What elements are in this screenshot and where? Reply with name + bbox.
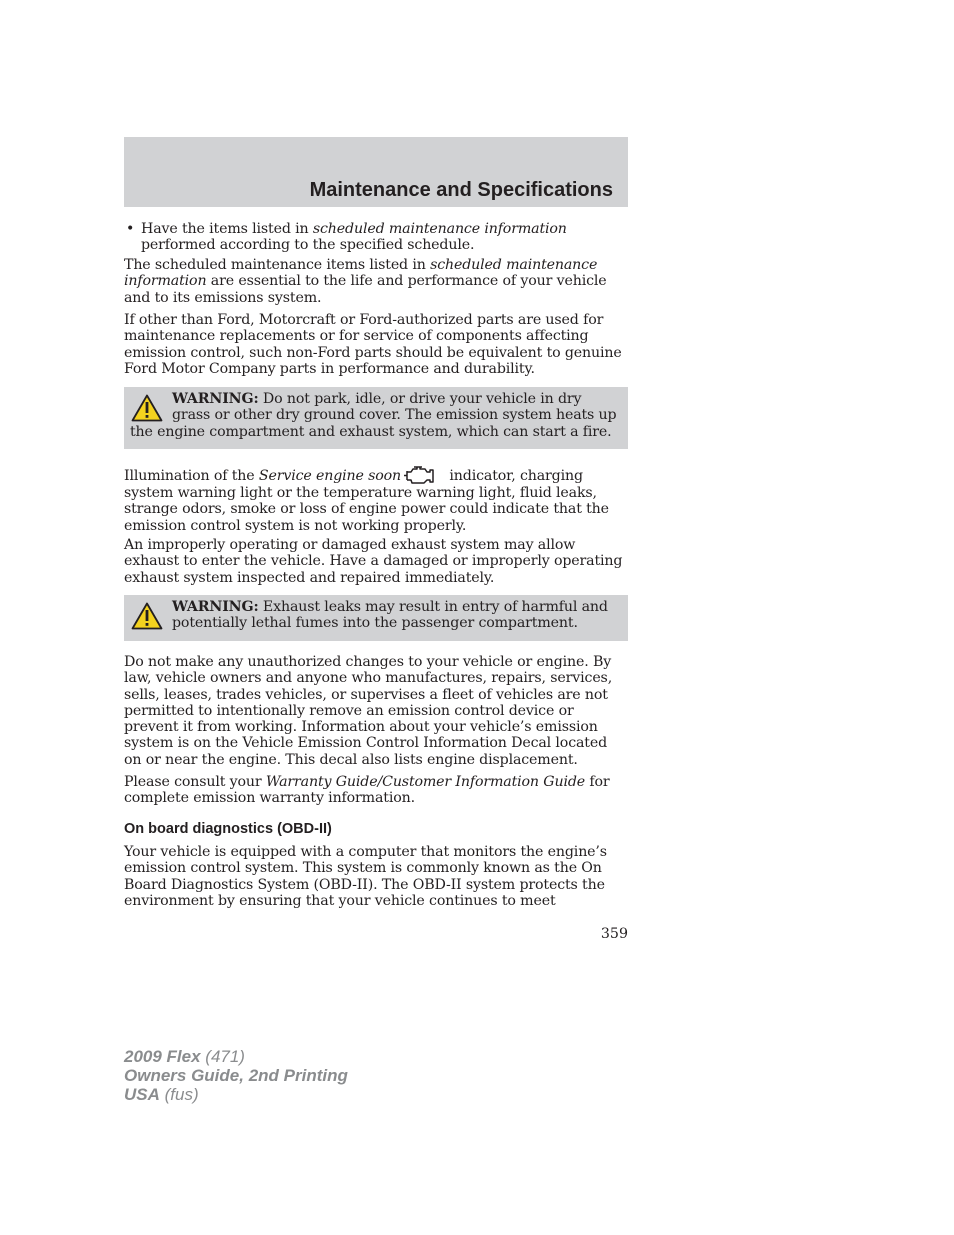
- para5-text: Do not make any unauthorized changes to your vehicle or engine. By law, vehicle owners and anyone who manufactures, repairs, services, sells, leases, trades vehicles, or supervises a fleet of vehicles are not permitted to intentionally remove an emission control device or prevent it from working. Information about your vehicle’s emission system is on the Vehicle Emission Control Information Decal located on or near the engine. This decal also lists engine displacement.: [124, 654, 613, 768]
- paragraph-service-engine-soon: [124, 463, 628, 534]
- paragraph-unauthorized-changes: [124, 654, 628, 768]
- service-engine-soon-icon: [403, 463, 437, 485]
- para4-text: An improperly operating or damaged exhaust system may allow exhaust to enter the vehicle. Have a damaged or improperly operating exhaust system inspected and repaired immediately.: [124, 537, 623, 586]
- footer-line-2: Owners Guide, 2nd Printing: [124, 1066, 348, 1085]
- para6-italic: Warranty Guide/Customer Information Guide: [265, 774, 586, 790]
- warning-box-dry-grass: [124, 387, 628, 449]
- section-header-band: [124, 137, 628, 207]
- warning-box-exhaust-leaks: [124, 595, 628, 641]
- warning-label: WARNING:: [172, 391, 259, 407]
- para1-pre: The scheduled maintenance items listed in: [124, 257, 431, 273]
- footer-model-code: (471): [200, 1047, 245, 1066]
- bullet-text-pre: Have the items listed in: [141, 221, 313, 237]
- footer-line-3: [124, 1085, 348, 1104]
- warning-text: [130, 391, 620, 440]
- para1-post: are essential to the life and performance of your vehicle and to its emissions system.: [124, 273, 607, 306]
- para3-post: indicator, charging system warning light or the temperature warning light, fluid leaks, strange odors, smoke or loss of engine power could indicate that the emission control system is not working properly.: [124, 468, 609, 534]
- footer-market: USA: [124, 1085, 160, 1104]
- section-title: Maintenance and Specifications: [309, 179, 613, 201]
- para3-italic: Service engine soon: [258, 468, 402, 484]
- paragraph-non-ford-parts: [124, 312, 628, 377]
- bullet-text: [141, 221, 628, 254]
- para7-text: Your vehicle is equipped with a computer that monitors the engine’s emission control system. This system is commonly known as the On Board Diagnostics System (OBD-II). The OBD-II system protects the environment by ensuring that your vehicle continues to meet: [124, 844, 607, 909]
- bullet-symbol: •: [126, 221, 135, 237]
- warning-body: Exhaust leaks may result in entry of harmful and potentially lethal fumes into the passenger compartment.: [172, 599, 608, 632]
- warning-text: [130, 599, 620, 632]
- para3-pre: Illumination of the: [124, 468, 259, 484]
- footer-model: 2009 Flex: [124, 1047, 201, 1066]
- bullet-text-italic: scheduled maintenance information: [312, 221, 567, 237]
- page-number: 359: [600, 926, 628, 942]
- para6-post: for complete emission warranty information.: [124, 774, 610, 807]
- warning-body: Do not park, idle, or drive your vehicle in dry grass or other dry ground cover. The emission system heats up the engine compartment and exhaust system, which can start a fire.: [130, 391, 617, 440]
- paragraph-warranty-guide: [124, 774, 628, 807]
- section-heading-obd: On board diagnostics (OBD-II): [124, 821, 332, 837]
- document-footer: [124, 1047, 348, 1104]
- para6-pre: Please consult your: [124, 774, 266, 790]
- footer-market-code: (fus): [159, 1085, 199, 1104]
- warning-label: WARNING:: [172, 599, 259, 615]
- para1-italic: scheduled maintenance information: [124, 257, 598, 290]
- paragraph-exhaust-system: [124, 537, 628, 586]
- para2-text: If other than Ford, Motorcraft or Ford-authorized parts are used for maintenance replacements or for service of components affecting emission control, such non-Ford parts should be equivalent to genuine Ford Motor Company parts in performance and durability.: [124, 312, 622, 377]
- paragraph-scheduled-maintenance: [124, 257, 628, 306]
- bullet-text-post: performed according to the specified schedule.: [141, 237, 475, 254]
- paragraph-obd-description: [124, 844, 628, 909]
- footer-line-1: [124, 1047, 348, 1066]
